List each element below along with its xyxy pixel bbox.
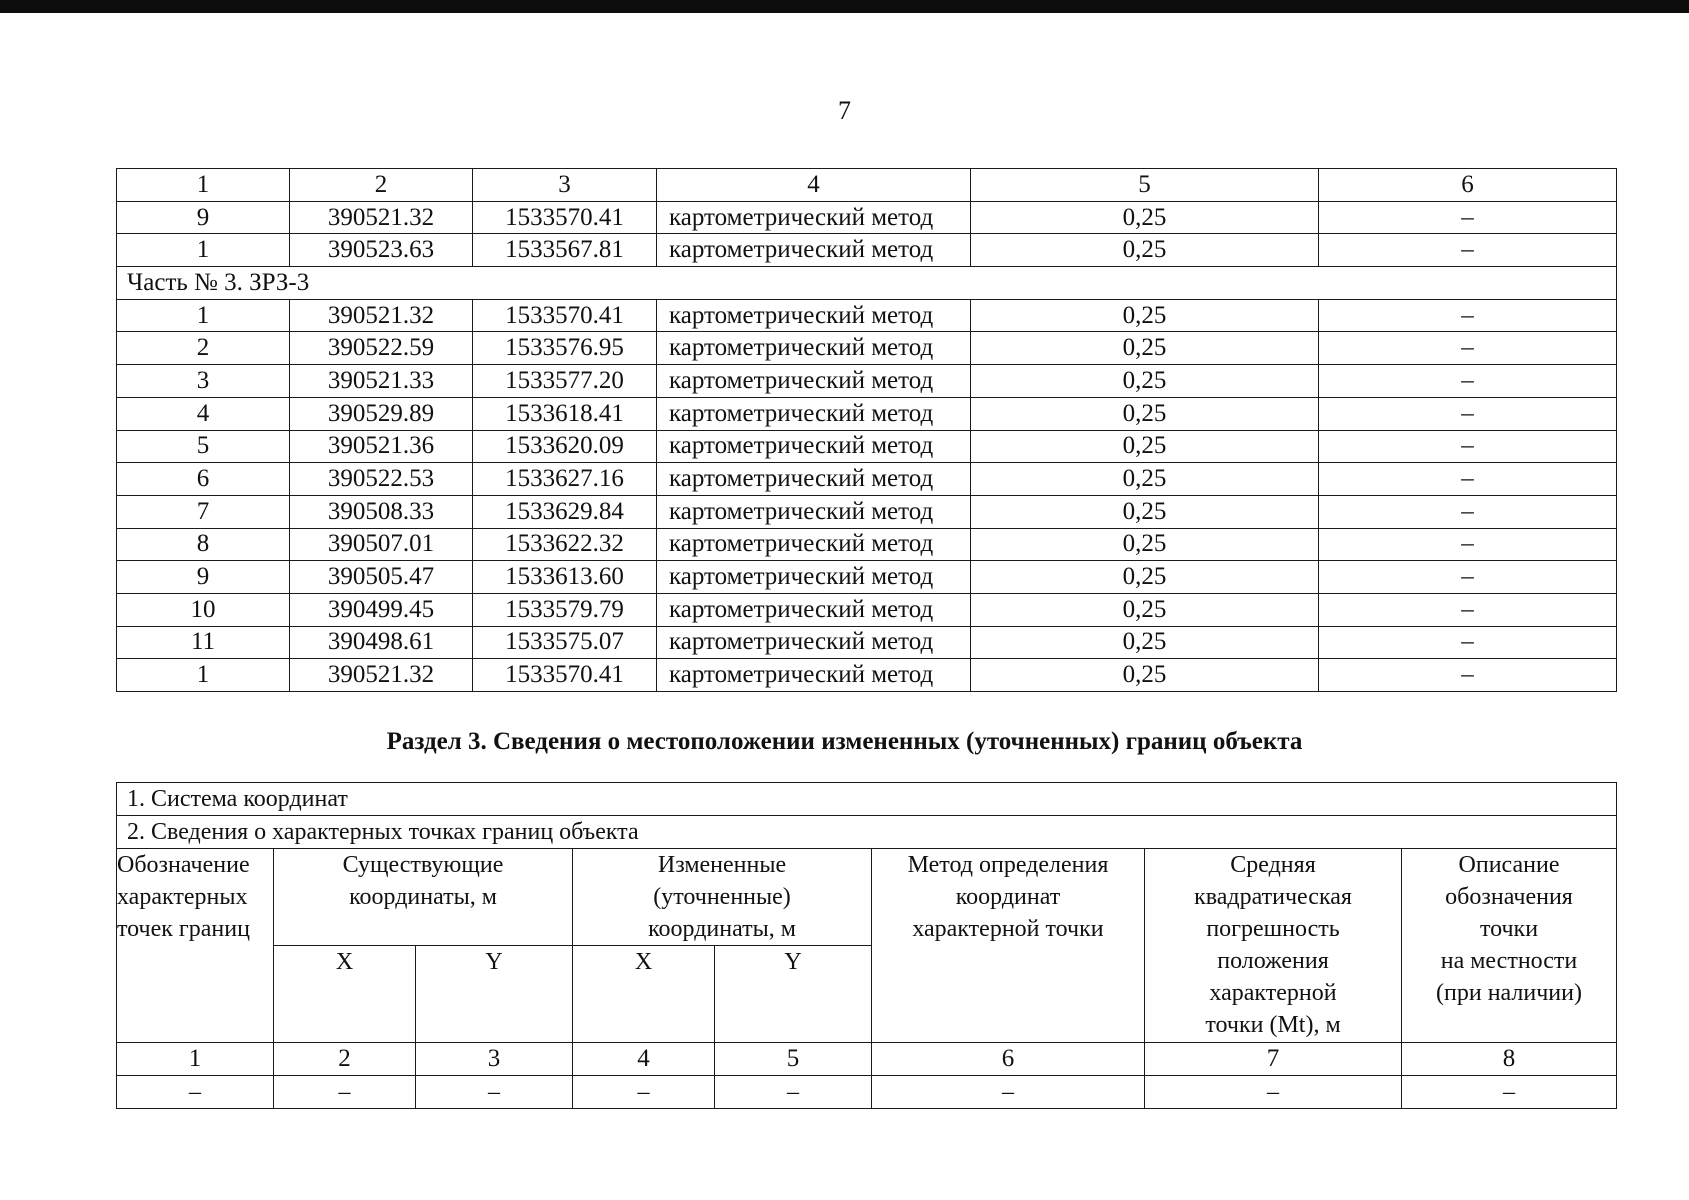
table-cell: картометрический метод <box>657 234 971 267</box>
table-cell: 0,25 <box>971 234 1319 267</box>
table-cell: 1 <box>117 299 290 332</box>
table-cell: 390508.33 <box>290 495 473 528</box>
table-cell: картометрический метод <box>657 626 971 659</box>
table-cell: 1533567.81 <box>473 234 657 267</box>
table-cell: 390522.59 <box>290 332 473 365</box>
table-cell: 1533613.60 <box>473 561 657 594</box>
table-cell: 1533622.32 <box>473 528 657 561</box>
data-cell: – <box>416 1076 573 1109</box>
table-cell: 0,25 <box>971 201 1319 234</box>
table-cell: – <box>1319 659 1617 692</box>
table-cell: картометрический метод <box>657 463 971 496</box>
table-cell: 0,25 <box>971 659 1319 692</box>
table-row <box>117 299 1617 332</box>
data-cell: – <box>573 1076 715 1109</box>
table-cell: 390522.53 <box>290 463 473 496</box>
table-cell: 0,25 <box>971 365 1319 398</box>
table-cell: 0,25 <box>971 528 1319 561</box>
table-cell: 1533627.16 <box>473 463 657 496</box>
table-cell: картометрический метод <box>657 430 971 463</box>
table-cell: 11 <box>117 626 290 659</box>
header-cell: 6 <box>1319 169 1617 202</box>
error-header: Средняя квадратическая погрешность положения характерной точки (Mt), м <box>1145 849 1402 1043</box>
column-number: 8 <box>1402 1043 1617 1076</box>
table-row <box>117 365 1617 398</box>
points-info-row <box>117 816 1617 849</box>
table-row <box>117 397 1617 430</box>
table-cell: картометрический метод <box>657 365 971 398</box>
table-cell: 2 <box>117 332 290 365</box>
table-cell: 1533570.41 <box>473 299 657 332</box>
table-cell: 390507.01 <box>290 528 473 561</box>
column-number: 2 <box>274 1043 416 1076</box>
table-row <box>117 659 1617 692</box>
table-cell: 9 <box>117 561 290 594</box>
column-number: 1 <box>117 1043 274 1076</box>
table-cell: – <box>1319 593 1617 626</box>
column-number: 7 <box>1145 1043 1402 1076</box>
table-row <box>117 528 1617 561</box>
table-cell: 1533618.41 <box>473 397 657 430</box>
table-row <box>117 201 1617 234</box>
column-number: 4 <box>573 1043 715 1076</box>
table-cell: – <box>1319 528 1617 561</box>
table-cell: 0,25 <box>971 430 1319 463</box>
column-number: 3 <box>416 1043 573 1076</box>
table-row <box>117 332 1617 365</box>
description-header: Описание обозначения точки на местности (при наличии) <box>1402 849 1617 1043</box>
column-numbers-row <box>117 1043 1617 1076</box>
table-cell: – <box>1319 430 1617 463</box>
existing-coords-header: Существующие координаты, м <box>274 849 573 946</box>
section-title: Раздел 3. Сведения о местоположении измененных (уточненных) границ объекта <box>386 728 1303 755</box>
table-cell: 390498.61 <box>290 626 473 659</box>
table-row <box>117 495 1617 528</box>
table-cell: картометрический метод <box>657 528 971 561</box>
table-cell: 0,25 <box>971 299 1319 332</box>
table-cell: – <box>1319 332 1617 365</box>
table-cell: картометрический метод <box>657 561 971 594</box>
data-cell: – <box>1145 1076 1402 1109</box>
table-cell: 390523.63 <box>290 234 473 267</box>
data-row <box>117 1076 1617 1109</box>
table-cell: 1533570.41 <box>473 201 657 234</box>
table-cell: 0,25 <box>971 397 1319 430</box>
table-cell: картометрический метод <box>657 299 971 332</box>
table-cell: – <box>1319 626 1617 659</box>
table-cell: 0,25 <box>971 332 1319 365</box>
table-cell: 390521.36 <box>290 430 473 463</box>
table-header-row <box>117 169 1617 202</box>
table-cell: 390521.32 <box>290 659 473 692</box>
table-cell: 3 <box>117 365 290 398</box>
table-row <box>117 463 1617 496</box>
table-cell: 0,25 <box>971 593 1319 626</box>
table-cell: 390521.32 <box>290 299 473 332</box>
table-cell: 390521.32 <box>290 201 473 234</box>
page-number: 7 <box>838 96 851 125</box>
table-row <box>117 593 1617 626</box>
header-cell: 1 <box>117 169 290 202</box>
table-cell: 9 <box>117 201 290 234</box>
table-cell: картометрический метод <box>657 659 971 692</box>
table-cell: – <box>1319 234 1617 267</box>
table-cell: 1 <box>117 234 290 267</box>
coord-system-label: 1. Система координат <box>117 783 1617 816</box>
section3-table <box>116 782 1617 1109</box>
table-row <box>117 626 1617 659</box>
method-header: Метод определения координат характерной точки <box>872 849 1145 1043</box>
data-cell: – <box>872 1076 1145 1109</box>
table-cell: 390529.89 <box>290 397 473 430</box>
table-cell: 4 <box>117 397 290 430</box>
data-cell: – <box>117 1076 274 1109</box>
table-cell: 1533629.84 <box>473 495 657 528</box>
changed-y-header: Y <box>715 946 872 1043</box>
table-cell: – <box>1319 365 1617 398</box>
table-cell: 390505.47 <box>290 561 473 594</box>
data-cell: – <box>715 1076 872 1109</box>
part-label: Часть № 3. ЗРЗ-3 <box>117 267 1617 300</box>
table-row <box>117 561 1617 594</box>
table-cell: 390521.33 <box>290 365 473 398</box>
header-cell: 5 <box>971 169 1319 202</box>
header-cell: 4 <box>657 169 971 202</box>
existing-y-header: Y <box>416 946 573 1043</box>
table-cell: 0,25 <box>971 561 1319 594</box>
table-cell: 8 <box>117 528 290 561</box>
header-cell: 3 <box>473 169 657 202</box>
table-cell: 1533579.79 <box>473 593 657 626</box>
table-cell: 1 <box>117 659 290 692</box>
header-cell: 2 <box>290 169 473 202</box>
existing-x-header: X <box>274 946 416 1043</box>
table-cell: – <box>1319 463 1617 496</box>
table-cell: 0,25 <box>971 463 1319 496</box>
table-cell: картометрический метод <box>657 332 971 365</box>
table-cell: картометрический метод <box>657 201 971 234</box>
table-cell: 1533576.95 <box>473 332 657 365</box>
table-cell: 0,25 <box>971 626 1319 659</box>
top-border-bar <box>0 0 1689 13</box>
table-cell: картометрический метод <box>657 495 971 528</box>
table-cell: 10 <box>117 593 290 626</box>
table-cell: 1533577.20 <box>473 365 657 398</box>
points-table <box>116 168 1617 692</box>
table-cell: картометрический метод <box>657 397 971 430</box>
coord-system-row <box>117 783 1617 816</box>
data-cell: – <box>1402 1076 1617 1109</box>
changed-coords-header: Измененные (уточненные) координаты, м <box>573 849 872 946</box>
headers-row <box>117 849 1617 946</box>
table-cell: 1533570.41 <box>473 659 657 692</box>
table-cell: – <box>1319 299 1617 332</box>
table-cell: 0,25 <box>971 495 1319 528</box>
table-cell: 7 <box>117 495 290 528</box>
table-row <box>117 234 1617 267</box>
table-cell: 390499.45 <box>290 593 473 626</box>
table-cell: картометрический метод <box>657 593 971 626</box>
table-cell: 1533575.07 <box>473 626 657 659</box>
table-cell: – <box>1319 561 1617 594</box>
table-cell: 5 <box>117 430 290 463</box>
designation-header: Обозначение характерных точек границ <box>117 849 274 1043</box>
table-cell: 6 <box>117 463 290 496</box>
table-cell: – <box>1319 397 1617 430</box>
column-number: 5 <box>715 1043 872 1076</box>
data-cell: – <box>274 1076 416 1109</box>
table-cell: 1533620.09 <box>473 430 657 463</box>
table-cell: – <box>1319 201 1617 234</box>
table-row <box>117 430 1617 463</box>
points-info-label: 2. Сведения о характерных точках границ объекта <box>117 816 1617 849</box>
changed-x-header: X <box>573 946 715 1043</box>
column-number: 6 <box>872 1043 1145 1076</box>
table-cell: – <box>1319 495 1617 528</box>
part-row <box>117 267 1617 300</box>
